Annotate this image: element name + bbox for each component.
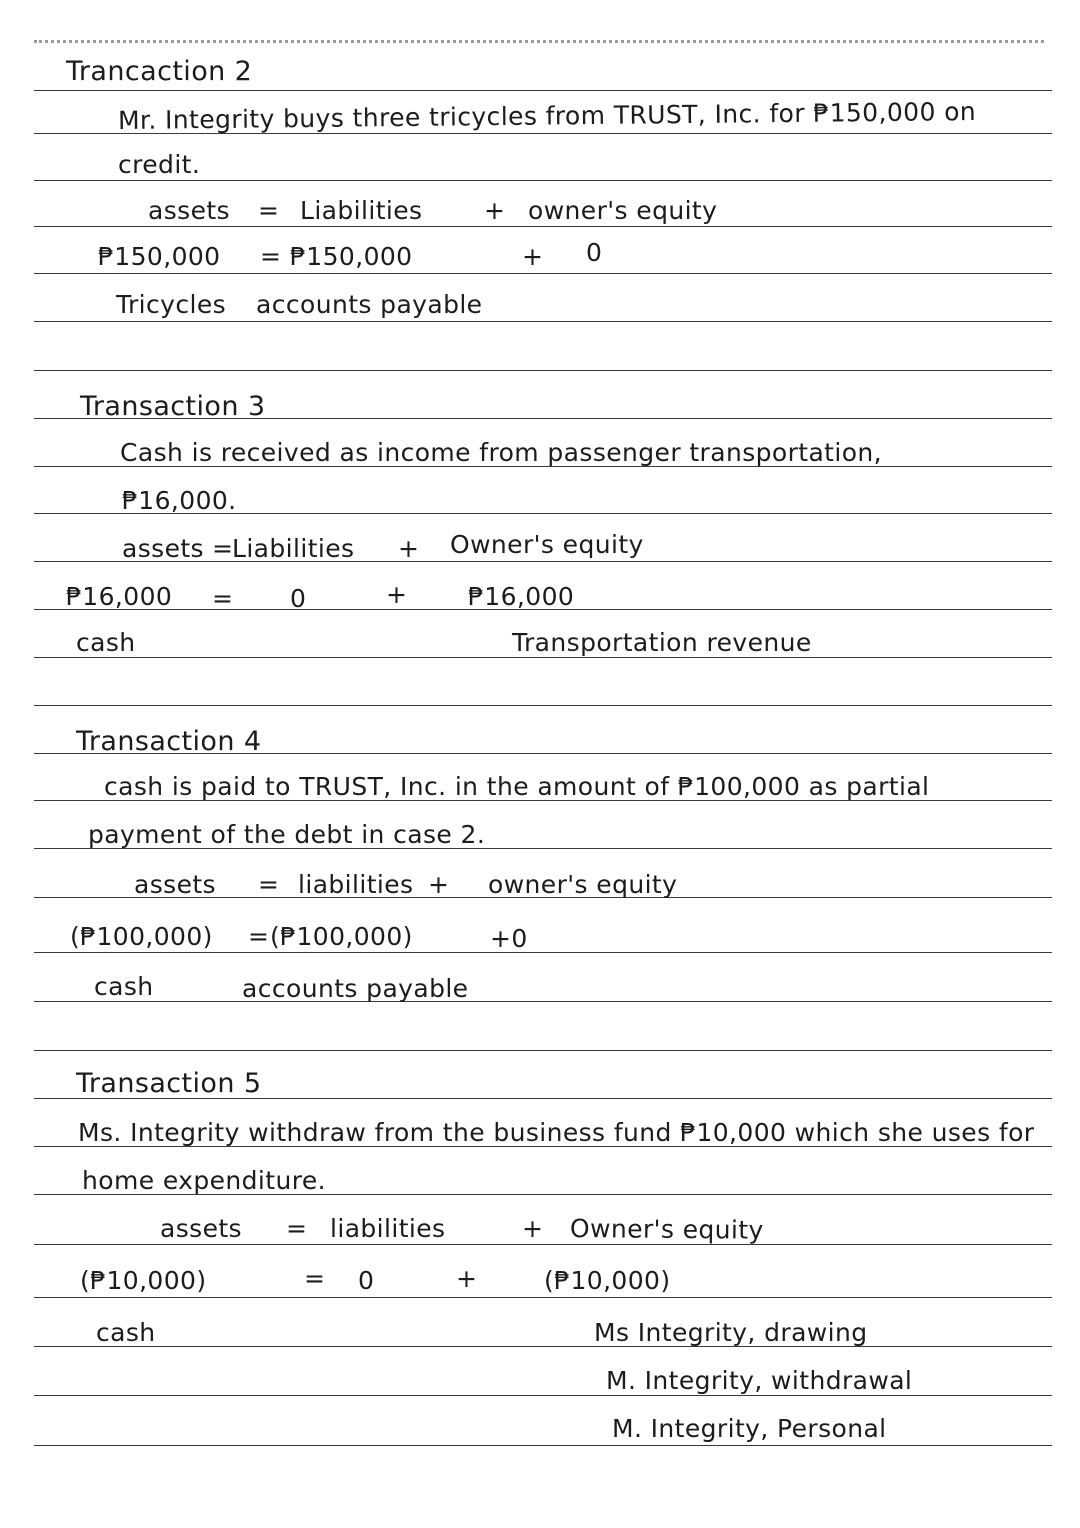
transaction-2-amount-equity: 0: [586, 238, 603, 267]
transaction-5-description-line-1: Ms. Integrity withdraw from the business fund ₱10,000 which she uses for: [78, 1118, 1035, 1147]
transaction-3-description-line-1: Cash is received as income from passenger transportation,: [120, 438, 883, 467]
transaction-4-equation-plus: +: [428, 870, 450, 899]
transaction-4-amount-liabilities: (₱100,000): [270, 922, 413, 951]
ruled-line: [34, 226, 1052, 227]
transaction-3-equation-plus: +: [398, 534, 420, 563]
transaction-5-amount-equity: (₱10,000): [544, 1266, 671, 1295]
ruled-line: [34, 1346, 1052, 1347]
transaction-3-account-assets: cash: [76, 628, 136, 657]
transaction-5-equation-assets: assets: [160, 1214, 242, 1243]
transaction-3-amount-equals: =: [212, 584, 234, 613]
transaction-5-equity-option-personal: M. Integrity, Personal: [612, 1414, 887, 1443]
transaction-5-amount-liabilities: 0: [358, 1266, 375, 1295]
transaction-4-heading: Transaction 4: [76, 726, 262, 757]
ruled-line: [34, 370, 1052, 371]
ruled-line: [34, 180, 1052, 181]
ruled-line: [34, 90, 1052, 91]
ruled-line: [34, 1297, 1052, 1298]
transaction-2-amount-assets: ₱150,000: [98, 242, 221, 271]
transaction-5-equity-option-drawing: Ms Integrity, drawing: [594, 1318, 868, 1347]
transaction-5-equation-equals: =: [286, 1214, 308, 1243]
ruled-line: [34, 705, 1052, 706]
ruled-line: [34, 273, 1052, 274]
transaction-5-equation-equity: Owner's equity: [569, 1214, 764, 1245]
ruled-line: [34, 657, 1052, 658]
transaction-3-equation-equals: =: [212, 534, 234, 563]
transaction-5-equity-option-withdrawal: M. Integrity, withdrawal: [606, 1366, 913, 1395]
ruled-line: [34, 321, 1052, 322]
ruled-line: [34, 1050, 1052, 1051]
transaction-4-account-liabilities: accounts payable: [242, 974, 469, 1003]
ruled-line: [34, 952, 1052, 953]
transaction-3-heading: Transaction 3: [80, 391, 266, 422]
transaction-3-amount-assets: ₱16,000: [66, 582, 173, 611]
transaction-3-description-line-2: ₱16,000.: [122, 486, 237, 515]
transaction-3-amount-equity: ₱16,000: [468, 582, 575, 611]
transaction-2-account-assets: Tricycles: [116, 290, 227, 319]
transaction-4-account-assets: cash: [94, 972, 154, 1001]
transaction-5-description-line-2: home expenditure.: [82, 1166, 326, 1195]
transaction-5-equation-liabilities: liabilities: [330, 1214, 446, 1243]
ruled-line: [34, 1395, 1052, 1396]
transaction-3-equation-liabilities: Liabilities: [232, 534, 355, 563]
transaction-4-description-line-1: cash is paid to TRUST, Inc. in the amount of ₱100,000 as partial: [104, 772, 930, 801]
transaction-4-description-line-2: payment of the debt in case 2.: [88, 820, 486, 849]
transaction-2-heading: Trancaction 2: [66, 56, 253, 87]
transaction-3-account-equity: Transportation revenue: [512, 628, 812, 657]
transaction-5-amount-equals: =: [304, 1264, 326, 1293]
transaction-4-amount-assets: (₱100,000): [70, 922, 213, 951]
transaction-4-equation-equals: =: [258, 870, 280, 899]
transaction-5-amount-assets: (₱10,000): [80, 1266, 207, 1295]
transaction-4-amount-equals: =: [248, 922, 270, 951]
transaction-2-equation-equals: =: [258, 196, 280, 225]
transaction-4-amount-equity: +0: [490, 924, 528, 953]
ruled-line: [34, 1244, 1052, 1245]
transaction-2-amount-liabilities: ₱150,000: [290, 242, 413, 271]
transaction-4-equation-liabilities: liabilities: [298, 870, 414, 899]
transaction-3-amount-plus: +: [386, 580, 408, 609]
transaction-2-equation-assets: assets: [148, 196, 230, 225]
top-dotted-border: [34, 40, 1044, 43]
transaction-3-equation-assets: assets: [122, 534, 204, 563]
transaction-5-equation-plus: +: [522, 1214, 544, 1243]
transaction-5-account-assets: cash: [96, 1318, 156, 1347]
transaction-5-amount-plus: +: [456, 1264, 478, 1293]
transaction-2-equation-plus: +: [484, 196, 506, 225]
transaction-2-amount-equals: =: [260, 242, 282, 271]
transaction-5-heading: Transaction 5: [76, 1068, 262, 1099]
transaction-2-account-liabilities: accounts payable: [256, 290, 483, 319]
ruled-line: [34, 1445, 1052, 1446]
transaction-4-equation-assets: assets: [134, 870, 216, 899]
transaction-3-equation-equity: Owner's equity: [450, 530, 644, 559]
transaction-2-description-line-1: Mr. Integrity buys three tricycles from TRUST, Inc. for ₱150,000 on: [117, 97, 977, 135]
transaction-2-equation-equity: owner's equity: [528, 196, 718, 225]
transaction-2-amount-plus: +: [522, 242, 544, 271]
transaction-4-equation-equity: owner's equity: [488, 870, 678, 899]
ruled-line: [34, 1001, 1052, 1002]
transaction-2-equation-liabilities: Liabilities: [300, 196, 423, 225]
transaction-2-description-line-2: credit.: [118, 150, 201, 179]
transaction-3-amount-liabilities: 0: [290, 584, 307, 613]
